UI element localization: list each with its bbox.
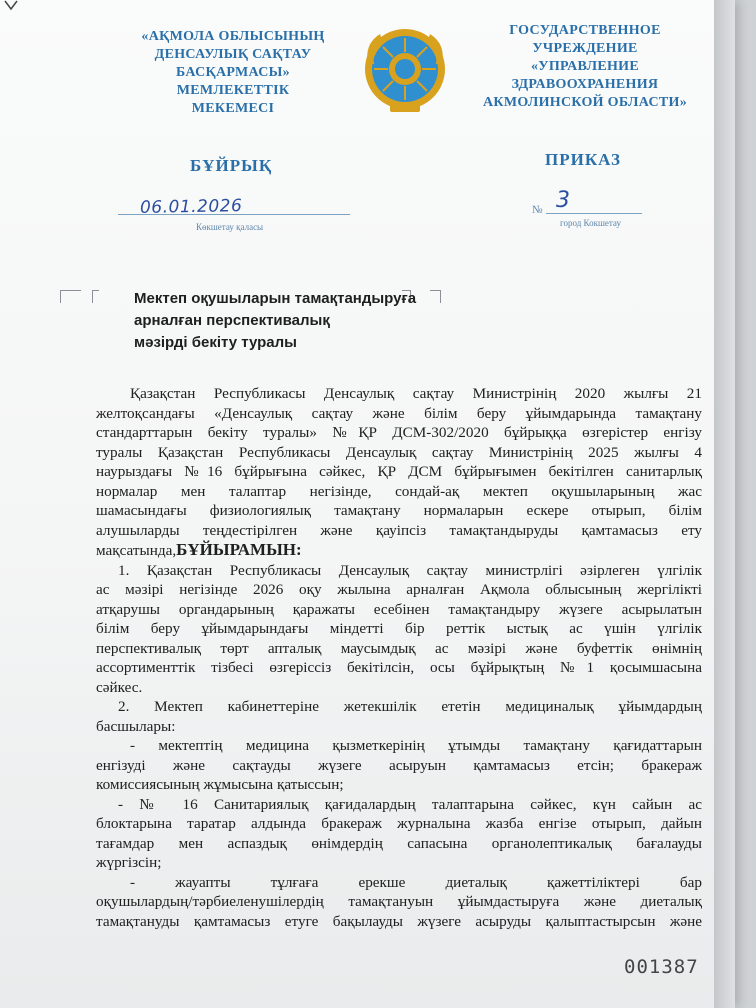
body-line: шамасындағы физиологиялық тамақтану нормаларын ескере отырып, білім (96, 502, 702, 519)
body-line: алушыларды теңдестірілген және қауіпсіз тамақтандыруды қамтамасыз ету (96, 521, 702, 539)
body-line: комиссиясының жұмысына қатыссын; (96, 776, 344, 793)
emblem-icon (360, 24, 450, 114)
city-ru: город Кокшетау (560, 218, 621, 228)
body-line: - мектептің медицина қызметкерінің ұтымды тамақтану қағидаттарын (130, 737, 702, 754)
body-line: - жауапты тұлғаға ерекше диеталық қажеттіліктері бар (130, 873, 702, 891)
body-line: 2. Мектеп кабинеттеріне жетекшілік ететін медициналық ұйымдардың (118, 698, 702, 715)
body-line: басшылары: (96, 717, 176, 735)
body-line: ас мәзірі негізінде 2026 оқу жылына арналған Ақмола облысының жергілікті (96, 581, 702, 598)
body-line: блоктарына таратар алдында бракераж журналына жазба енгізе отырып, дайын (96, 815, 702, 832)
body-line: нормалар мен талаптар негізінде, сондай-ақ мектеп оқушыларының жас (96, 482, 702, 500)
order-date: 06.01.2026 (139, 196, 243, 218)
body-line: енгізуді және сақтауды жүзеге асыруын қамтамасыз етсін; бракераж (96, 756, 702, 774)
order-title-kz: БҰЙРЫҚ (190, 156, 273, 175)
corner-mark (4, 0, 18, 14)
city-kz: Көкшетау қаласы (196, 222, 264, 232)
body-line: Қазақстан Республикасы Денсаулық сақтау Министрінің 2020 жылғы 21 (130, 385, 702, 402)
body-line: - № 16 Санитариялық қағидалардың талаптарына сәйкес, күн сайын ас (118, 795, 702, 813)
number-sign: № (532, 204, 543, 216)
body-line: мақсатында,БҰЙЫРАМЫН: (96, 540, 302, 559)
number-underline (546, 213, 642, 214)
body-line: тамақтануды қамтамасыз етуге бақылауды жүзеге асыруды қалыптастырсын және (96, 912, 702, 930)
bracket-mark (92, 290, 99, 303)
body-line: атқарушы органдарының қаражаты есебінен тамақтандыру жүзеге асырылатын (96, 600, 702, 618)
org-name-ru: ГОСУДАРСТВЕННОЕ УЧРЕЖДЕНИЕ «УПРАВЛЕНИЕ ЗДРАВООХРАНЕНИЯ АКМОЛИНСКОЙ ОБЛАСТИ» (482, 23, 688, 110)
body-line: перспективалық төрт апталық маусымдық ас мәзірі және буфеттік өнімнің (96, 639, 702, 657)
order-body (96, 384, 702, 931)
body-line: туралы Қазақстан Республикасы Денсаулық сақтау Министрінің 2025 жылғы 4 (96, 443, 702, 461)
page-edge (714, 0, 735, 1008)
bracket-mark (60, 290, 81, 303)
page-stamp-number: 001387 (624, 956, 699, 978)
body-line: стандарттарын бекіту туралы» №ҚР ДСМ-302/2020 бұйрыққа өзгерістер енгізу (96, 424, 702, 441)
body-line: білім беру ұйымдарындағы міндетті бір реттік ыстық ас үшін үлгілік (96, 620, 702, 637)
body-line: желтоқсандағы «Денсаулық сақтау және білім беру ұйымдарында тамақтану (96, 404, 702, 422)
date-underline (118, 214, 350, 215)
org-name-kz: «АҚМОЛА ОБЛЫСЫНЫҢ ДЕНСАУЛЫҚ САҚТАУ БАСҚАРМАСЫ» МЕМЛЕКЕТТІК МЕКЕМЕСІ (141, 29, 325, 116)
body-line: сәйкес. (96, 678, 143, 696)
body-line: 1. Қазақстан Республикасы Денсаулық сақтау министрлігі әзірлеген үлгілік (118, 561, 702, 579)
order-number: 3 (556, 188, 570, 213)
body-line: ассортименттік тізбесі өзгеріссіз бекітілсін, осы бұйрықтың №1 қосымшасына (96, 659, 702, 676)
body-line: наурыздағы №16 бұйрығына сәйкес, ҚР ДСМ бұйрығымен бекітілген санитарлық (96, 463, 702, 480)
order-subject: Мектеп оқушыларын тамақтандыруға арналған перспективалық мәзірді бекіту туралы (134, 290, 417, 351)
order-title-ru: ПРИКАЗ (545, 150, 621, 169)
body-line: жүргізсін; (96, 854, 162, 871)
body-line: оқушылардың/тәрбиеленушілердің тамақтануын ұйымдастыруға және диеталық (96, 893, 702, 910)
body-line: тағамдар мен аспаздық өнімдердің сапасына органолептикалық бағалауды (96, 834, 702, 852)
